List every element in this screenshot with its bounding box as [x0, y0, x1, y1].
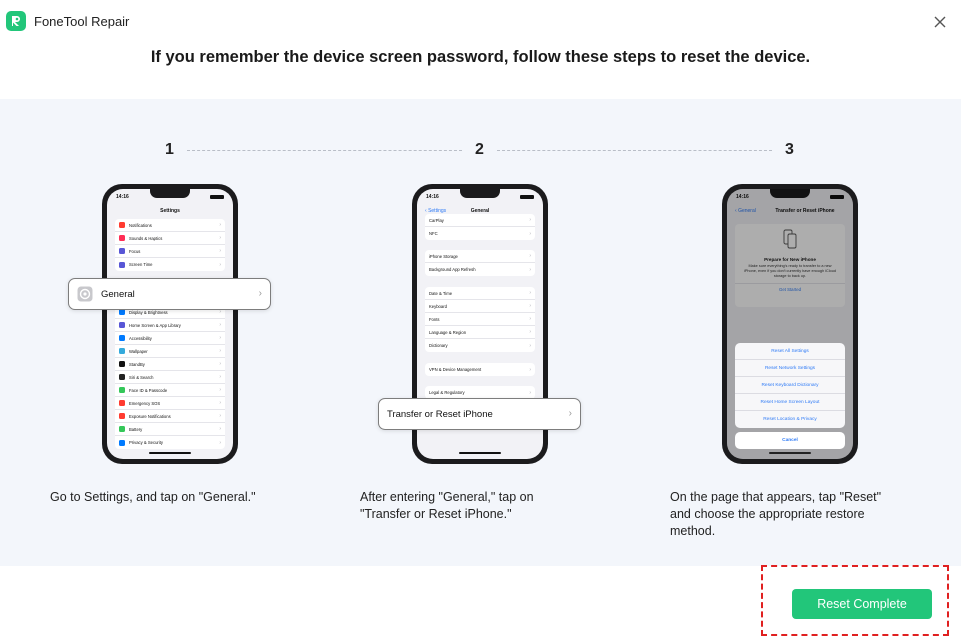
- chevron-right-icon: ›: [529, 342, 531, 349]
- phone-time: 14:16: [736, 194, 749, 200]
- settings-row-label: Exposure Notifications: [129, 413, 171, 419]
- settings-row: [425, 326, 535, 339]
- chevron-right-icon: ›: [219, 361, 221, 367]
- settings-row-label: Accessibility: [129, 335, 152, 341]
- transfer-reset-label: Transfer or Reset iPhone: [387, 408, 493, 420]
- reset-option: Reset Keyboard Dictionary: [735, 377, 845, 394]
- chevron-right-icon: ›: [219, 348, 221, 354]
- settings-row: [425, 263, 535, 276]
- chevron-right-icon: ›: [529, 217, 531, 223]
- settings-group: [425, 214, 535, 240]
- settings-row-label: Privacy & Security: [129, 440, 163, 445]
- phone-screen: [107, 189, 233, 459]
- step-1-description: Go to Settings, and tap on "General.": [50, 490, 256, 504]
- chevron-right-icon: ›: [258, 288, 262, 299]
- settings-app-icon: [119, 348, 125, 354]
- screen-title: Settings: [160, 208, 180, 214]
- chevron-right-icon: ›: [219, 426, 221, 432]
- settings-row: [115, 345, 225, 358]
- settings-row: [425, 313, 535, 326]
- reset-option: Reset Location & Privacy: [763, 417, 817, 422]
- phone-time: 14:16: [426, 194, 439, 200]
- settings-group: [115, 219, 225, 271]
- chevron-right-icon: ›: [568, 408, 572, 419]
- back-link: ‹ General: [735, 208, 756, 214]
- settings-row: [425, 250, 535, 263]
- settings-row: [115, 423, 225, 436]
- settings-row-label: NFC: [429, 231, 438, 236]
- settings-row: [115, 332, 225, 345]
- settings-row-label: Screen Time: [129, 262, 153, 267]
- settings-app-icon: [119, 335, 125, 341]
- back-link: ‹ Settings: [425, 208, 447, 214]
- step-number-1: 1: [165, 141, 174, 158]
- chevron-right-icon: ›: [529, 290, 531, 296]
- reset-options-sheet: [735, 343, 845, 428]
- chevron-right-icon: ›: [529, 389, 531, 396]
- settings-app-icon: [119, 235, 125, 241]
- step-number-3: 3: [785, 141, 794, 158]
- get-started-link: Get Started: [735, 283, 845, 292]
- settings-group: [425, 287, 535, 352]
- settings-app-icon: [119, 262, 125, 268]
- cancel-sheet: [735, 432, 845, 449]
- settings-app-icon: [119, 413, 125, 419]
- card-title: Prepare for New iPhone: [764, 257, 816, 262]
- cancel-option: Cancel: [782, 438, 798, 443]
- settings-row-label: Battery: [129, 426, 143, 432]
- settings-app-icon: [119, 374, 125, 380]
- page-title: If you remember the device screen password, follow these steps to reset the device.: [150, 48, 811, 66]
- settings-row: [115, 358, 225, 371]
- phone-screen: [727, 189, 853, 459]
- settings-row: [115, 397, 225, 410]
- settings-app-icon: [119, 322, 125, 328]
- reset-option: Reset Network Settings: [735, 360, 845, 377]
- card-text: Make sure everything's ready to transfer to a new iPhone, even if you don't currently have enough iCloud storage to back up.: [744, 264, 836, 278]
- battery-icon: [210, 195, 224, 199]
- settings-row: [115, 245, 225, 258]
- settings-group: [425, 250, 535, 276]
- settings-row: [115, 371, 225, 384]
- chevron-right-icon: ›: [219, 400, 221, 406]
- chevron-right-icon: ›: [529, 303, 531, 309]
- home-indicator: [149, 452, 191, 454]
- settings-row-label: Keyboard: [429, 303, 447, 309]
- settings-app-icon: [119, 387, 125, 393]
- settings-row: [115, 232, 225, 245]
- settings-row: [115, 219, 225, 232]
- settings-row-label: Notifications: [129, 222, 152, 228]
- reset-option: Reset Home Screen Layout: [735, 394, 845, 411]
- gear-icon: [77, 286, 93, 302]
- chevron-right-icon: ›: [529, 366, 531, 373]
- settings-row-label: Legal & Regulatory: [429, 390, 465, 395]
- settings-row: [425, 287, 535, 300]
- battery-icon: [520, 195, 534, 199]
- chevron-right-icon: ›: [529, 253, 531, 259]
- general-callout[interactable]: [68, 278, 271, 310]
- home-indicator: [459, 452, 501, 454]
- phone-notch: [460, 189, 500, 198]
- chevron-right-icon: ›: [219, 335, 221, 341]
- step-connector: [497, 150, 772, 151]
- reset-option: Reset All Settings: [735, 343, 845, 360]
- chevron-right-icon: ›: [219, 439, 221, 446]
- chevron-right-icon: ›: [219, 374, 221, 380]
- chevron-right-icon: ›: [219, 309, 221, 315]
- settings-row-label: Siri & Search: [129, 374, 154, 380]
- chevron-right-icon: ›: [529, 266, 531, 273]
- settings-app-icon: [119, 361, 125, 367]
- settings-row: [115, 436, 225, 449]
- settings-row: [115, 384, 225, 397]
- general-label: General: [101, 288, 135, 300]
- screen-title: General: [470, 208, 490, 214]
- settings-app-icon: [119, 222, 125, 228]
- chevron-right-icon: ›: [219, 261, 221, 268]
- settings-row-label: Background App Refresh: [429, 267, 476, 272]
- app-title: FoneTool Repair: [34, 14, 130, 29]
- chevron-right-icon: ›: [529, 329, 531, 335]
- settings-row: [425, 300, 535, 313]
- chevron-right-icon: ›: [219, 235, 221, 241]
- phone-reset-illustration: [722, 184, 858, 464]
- settings-row: [115, 319, 225, 332]
- settings-row-label: Language & Region: [429, 329, 467, 335]
- settings-row: [425, 339, 535, 352]
- settings-row-label: Emergency SOS: [129, 400, 161, 406]
- transfer-reset-callout[interactable]: [378, 398, 581, 430]
- step-connector: [187, 150, 462, 151]
- settings-app-icon: [119, 440, 125, 446]
- chevron-right-icon: ›: [219, 387, 221, 393]
- close-icon[interactable]: [930, 12, 950, 32]
- chevron-right-icon: ›: [219, 248, 221, 254]
- settings-row: [425, 214, 535, 227]
- back-label: General: [738, 208, 756, 214]
- screen-title: Transfer or Reset iPhone: [775, 208, 835, 214]
- title-bar: [0, 0, 961, 42]
- settings-row: [425, 363, 535, 376]
- phone-time: 14:16: [116, 194, 129, 200]
- chevron-right-icon: ›: [219, 322, 221, 328]
- back-label: Settings: [428, 208, 447, 214]
- settings-row-label: Face ID & Passcode: [129, 387, 168, 393]
- settings-row-label: iPhone Storage: [429, 253, 458, 259]
- chevron-right-icon: ›: [219, 222, 221, 228]
- settings-row: [115, 258, 225, 271]
- settings-group: [115, 306, 225, 449]
- settings-row-label: Display & Brightness: [129, 309, 168, 315]
- reset-complete-button[interactable]: Reset Complete: [792, 589, 932, 619]
- phone-settings-illustration: [102, 184, 238, 464]
- home-indicator: [769, 452, 811, 454]
- settings-row: [425, 227, 535, 240]
- settings-row-label: VPN & Device Management: [429, 367, 482, 372]
- settings-row-label: Sounds & Haptics: [129, 235, 163, 241]
- chevron-right-icon: ›: [529, 316, 531, 322]
- chevron-right-icon: ›: [219, 413, 221, 419]
- step-3-description: On the page that appears, tap "Reset" and choose the appropriate restore method.: [670, 490, 882, 538]
- chevron-right-icon: ›: [529, 230, 531, 237]
- settings-row-label: Dictionary: [429, 343, 448, 348]
- step-number-2: 2: [475, 141, 484, 158]
- settings-row-label: Focus: [129, 248, 141, 254]
- settings-row-label: Date & Time: [429, 290, 453, 296]
- settings-app-icon: [119, 248, 125, 254]
- settings-app-icon: [119, 426, 125, 432]
- settings-row-label: CarPlay: [429, 217, 444, 223]
- settings-row: [115, 410, 225, 423]
- settings-row-label: Wallpaper: [129, 348, 148, 354]
- settings-row-label: StandBy: [129, 361, 145, 367]
- settings-row-label: Home Screen & App Library: [129, 322, 181, 328]
- fonetool-logo-icon: [6, 11, 26, 31]
- settings-row-label: Fonts: [429, 316, 440, 322]
- settings-group: [425, 363, 535, 376]
- settings-app-icon: [119, 400, 125, 406]
- phone-notch: [150, 189, 190, 198]
- step-2-description: After entering "General," tap on "Transfer or Reset iPhone.": [360, 490, 534, 521]
